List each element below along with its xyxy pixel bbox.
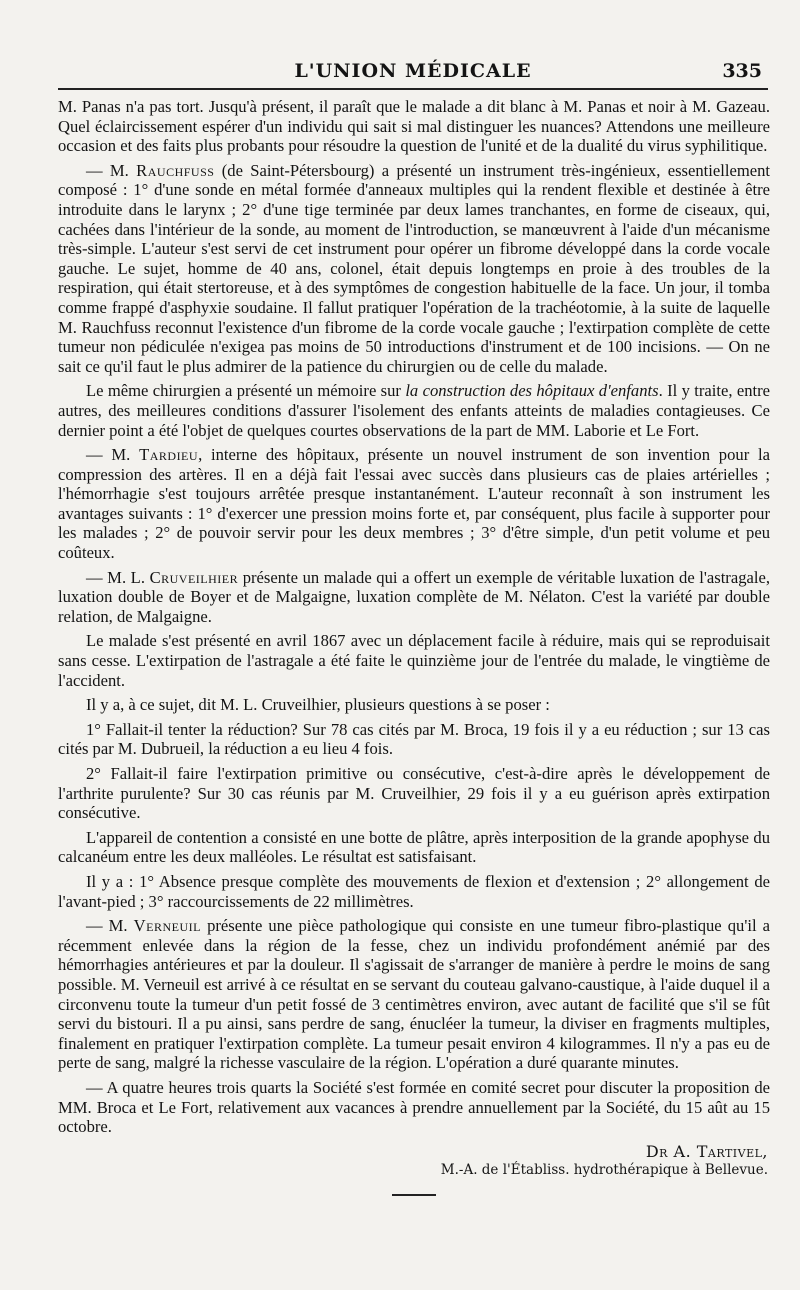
speaker-name: Cruveilhier <box>149 567 239 587</box>
body-paragraph <box>58 568 770 627</box>
page-header <box>58 58 768 90</box>
text-run: . Il y traite, entre autres, des meilleures conditions d'assurer l'isolement des enfants atteints de maladies contagieuses. Ce dernier point a été l'objet de quelques courtes observations de la part de MM. Laborie et Le Fort. <box>58 381 771 440</box>
text-run: présente une pièce pathologique qui consiste en une tumeur fibro-plastique qu'il a récemment enlevée dans la région de la fesse, chez un individu profondément anémié par des hémorrhagies antérieures et par la douleur. Il s'agissait de s'arranger de manière à perdre le moins de sang possible. M. Verneuil est arrivé à ce résultat en se servant du couteau galvano-caustique, à l'aide duquel il a circonvenu toute la tumeur d'un petit fossé de 3 centimètres environ, avec autant de facilité que s'il se fût servi du bistouri. Il a pu ainsi, sans perdre de sang, énucléer la tumeur, la diviser en fragments multiples, finalement en pratiquer l'extirpation complète. La tumeur pesait environ 4 kilogrammes. Il n'y a pas eu de perte de sang, malgré la richesse vasculaire de la région. L'opération a duré quarante minutes. <box>58 916 771 1073</box>
body-paragraph <box>58 916 770 1073</box>
page-number: 335 <box>722 60 762 82</box>
text-run: Il y a, à ce sujet, dit M. L. Cruveilhier, plusieurs questions à se poser : <box>86 695 550 715</box>
text-run: Le même chirurgien a présenté un mémoire sur <box>86 381 406 401</box>
text-run: présente un malade qui a offert un exemple de véritable luxation de l'astragale, luxation double de Boyer et de Malgaigne, luxation complète de M. Nélaton. C'est la variété par double relation, de Malgaigne. <box>58 567 770 626</box>
text-run: — M. <box>86 445 140 465</box>
body-paragraph <box>58 381 770 440</box>
body-paragraph <box>58 445 770 563</box>
body-paragraph <box>58 1078 770 1137</box>
body-paragraph <box>58 764 770 823</box>
text-run: L'appareil de contention a consisté en une botte de plâtre, après interposition de la grande apophyse du calcanéum entre les deux malléoles. Le résultat est satisfaisant. <box>58 827 770 867</box>
body-paragraph <box>58 828 770 867</box>
text-run: M. Panas n'a pas tort. Jusqu'à présent, il paraît que le malade a dit blanc à M. Panas et noir à M. Gazeau. Quel éclaircissement espérer d'un individu qui sait si mal distinguer les nuances? Attendons une meilleure occasion et des faits plus probants pour résoudre la question de l'unité et de la dualité du virus syphilitique. <box>58 97 770 156</box>
text-run: 1° Fallait-il tenter la réduction? Sur 78 cas cités par M. Broca, 19 fois il y a eu réduction ; sur 13 cas cités par M. Dubrueil, la réduction a eu lieu 4 fois. <box>58 719 770 759</box>
text-run: Le malade s'est présenté en avril 1867 avec un déplacement facile à réduire, mais qui se reproduisait sans cesse. L'extirpation de l'astragale a été faite le quinzième jour de l'entrée du malade, le vingtième de l'accident. <box>58 631 770 690</box>
body-paragraph <box>58 631 770 690</box>
closing-rule <box>392 1194 436 1196</box>
running-title: L'UNION MÉDICALE <box>294 60 532 82</box>
article-body <box>58 97 770 1137</box>
author-affiliation: M.-A. de l'Établiss. hydrothérapique à Bellevue. <box>440 1161 768 1178</box>
text-run: (de Saint-Pétersbourg) a présenté un instrument très-ingénieux, essentiellement composé : 1° d'une sonde en métal formée d'anneaux multiples qui la rendent flexible et destinée à être introduite dans le larynx ; 2° d'une tige terminée par deux lames tranchantes, en forme de ciseaux, qui, cachées dans l'intérieur de la sonde, au moment de l'introduction, se manœuvrent à l'aide d'un mécanisme très-simple. L'auteur s'est servi de cet instrument pour opérer un fibrome développé dans la corde vocale gauche. Le sujet, homme de 40 ans, colonel, était depuis longtemps en proie à des troubles de la respiration, qui était stertoreuse, et à des symptômes de congestion habituelle de la face. Un jour, il tomba comme frappé d'asphyxie soudaine. Il fallut pratiquer l'opération de la trachéotomie, à la suite de laquelle M. Rauchfuss reconnut l'existence d'un fibrome de la corde vocale gauche ; l'extirpation complète de cette tumeur non pédiculée n'exigea pas moins de 50 introductions d'instrument et de 100 incisions. — On ne sait ce qu'il faut le plus admirer de la patience du chirurgien ou de celle du malade. <box>58 160 770 376</box>
text-run: — A quatre heures trois quarts la Société s'est formée en comité secret pour discuter la proposition de MM. Broca et Le Fort, relativement aux vacances à prendre annuellement par la Société, du 15 aût au 15 octobre. <box>58 1077 770 1137</box>
text-run: 2° Fallait-il faire l'extirpation primitive ou consécutive, c'est-à-dire après le développement de l'arthrite purulente? Sur 30 cas réunis par M. Cruveilhier, 29 fois il y a eu guérison après extirpation consécutive. <box>58 764 770 823</box>
text-run: — M. <box>86 160 137 180</box>
signature-block <box>58 1142 770 1180</box>
text-run: , interne des hôpitaux, présente un nouvel instrument de son invention pour la compression des artères. Il en a déjà fait l'essai avec succès dans plusieurs cas de plaies artérielles ; l'hémorrhagie s'est toujours arrêtée presque instantanément. L'auteur reconnaît à son instrument les avantages suivants : 1° d'exercer une pression moins forte et, par conséquent, plus facile à supporter pour les malades ; 2° de pouvoir servir pour les deux membres ; 3° d'être simple, d'un petit volume et peu coûteux. <box>58 445 770 563</box>
speaker-name: Verneuil <box>133 916 201 936</box>
body-paragraph <box>58 161 770 377</box>
text-run: Il y a : 1° Absence presque complète des mouvements de flexion et d'extension ; 2° allongement de l'avant-pied ; 3° raccourcissements de 22 millimètres. <box>58 871 770 911</box>
author-signature: Dr A. Tartivel, <box>645 1141 768 1161</box>
italic-title: la construction des hôpitaux d'enfants <box>405 381 659 401</box>
speaker-name: Tardieu <box>139 445 199 465</box>
speaker-name: Rauchfuss <box>136 160 215 180</box>
body-paragraph <box>58 97 770 156</box>
text-run: — M. <box>86 916 134 936</box>
body-paragraph <box>58 872 770 911</box>
text-run: — M. L. <box>86 567 150 587</box>
body-paragraph <box>58 720 770 759</box>
body-paragraph <box>58 695 770 715</box>
